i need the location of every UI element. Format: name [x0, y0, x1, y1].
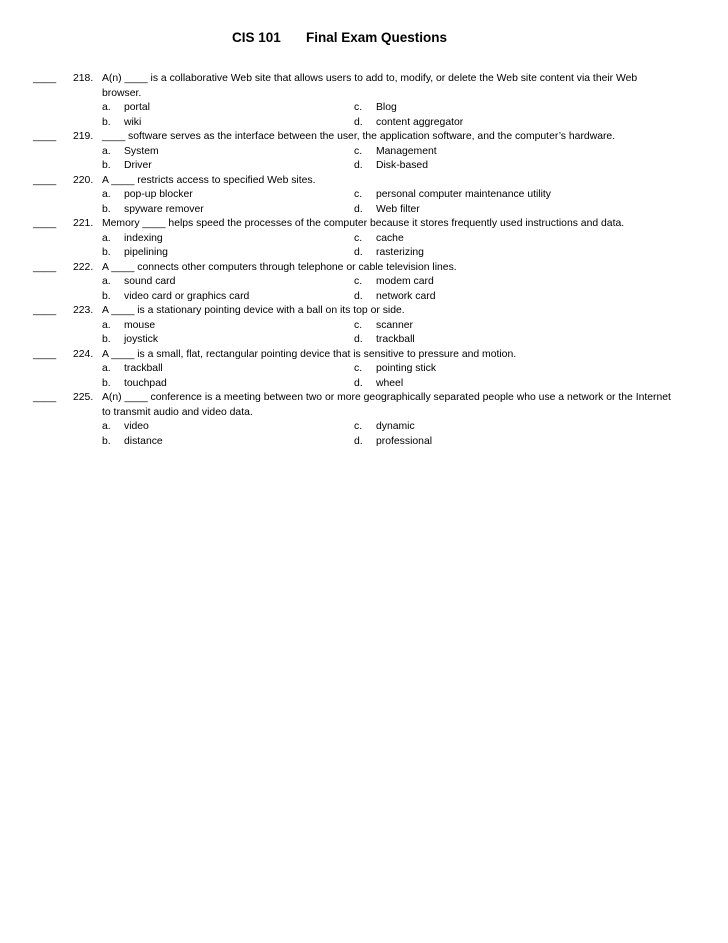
answer-options — [0, 188, 728, 217]
answer-option — [354, 377, 403, 392]
option-text: personal computer maintenance utility — [376, 189, 552, 200]
question-number: 224. — [73, 348, 94, 360]
option-text: cache — [376, 232, 404, 244]
option-letter: d. — [354, 116, 363, 128]
question-text: Memory ____ helps speed the processes of the computer because it stores frequently used instructions and data. — [102, 218, 625, 229]
option-letter: c. — [354, 276, 363, 287]
answer-option — [354, 203, 420, 218]
option-text: professional — [376, 435, 433, 447]
option-text: rasterizing — [376, 247, 424, 258]
answer-option — [102, 333, 158, 348]
question-item — [0, 261, 728, 305]
question-item — [0, 304, 728, 348]
option-text: sound card — [124, 276, 176, 287]
option-text: wiki — [124, 116, 142, 128]
option-letter: a. — [102, 145, 111, 157]
option-text: wheel — [376, 377, 404, 389]
answer-blank: ____ — [33, 218, 57, 229]
question-text: A ____ connects other computers through telephone or cable television lines. — [102, 261, 457, 273]
option-text: mouse — [124, 319, 156, 331]
question-item — [0, 217, 728, 261]
answer-option — [354, 232, 404, 247]
answer-option — [102, 232, 163, 247]
option-text: pointing stick — [376, 363, 437, 374]
option-letter: d. — [354, 290, 363, 302]
question-number: 218. — [73, 73, 94, 84]
option-text: Disk-based — [376, 160, 428, 171]
option-text: pipelining — [124, 247, 168, 258]
question-item — [0, 174, 728, 218]
answer-option — [354, 116, 463, 131]
option-letter: a. — [102, 319, 111, 331]
option-letter: c. — [354, 421, 363, 432]
question-number: 225. — [73, 392, 94, 403]
answer-options — [0, 232, 728, 261]
question-number: 221. — [73, 218, 94, 229]
option-letter: a. — [102, 102, 111, 113]
answer-option — [102, 362, 163, 377]
option-text: pop-up blocker — [124, 189, 193, 200]
answer-blank: ____ — [33, 73, 57, 84]
option-letter: c. — [354, 102, 363, 113]
option-letter: a. — [102, 189, 111, 200]
option-letter: b. — [102, 203, 111, 215]
question-item — [0, 72, 728, 130]
option-letter: b. — [102, 290, 111, 302]
answer-option — [102, 290, 249, 305]
option-letter: c. — [354, 189, 363, 200]
answer-blank: ____ — [33, 348, 57, 360]
option-letter: d. — [354, 377, 363, 389]
option-letter: b. — [102, 377, 111, 389]
answer-option — [102, 203, 204, 218]
answer-blank: ____ — [33, 131, 57, 142]
option-letter: b. — [102, 247, 111, 258]
option-letter: a. — [102, 232, 111, 244]
option-text: video card or graphics card — [124, 290, 250, 302]
option-text: dynamic — [376, 421, 415, 432]
answer-blank: ____ — [33, 392, 57, 403]
option-letter: b. — [102, 116, 111, 128]
option-text: Blog — [376, 102, 397, 113]
question-item — [0, 348, 728, 392]
option-letter: d. — [354, 160, 363, 171]
question-text: A ____ is a small, flat, rectangular pointing device that is sensitive to pressure and motion. — [102, 348, 517, 360]
question-number: 222. — [73, 261, 94, 273]
answer-option — [354, 420, 415, 435]
option-text: scanner — [376, 319, 413, 331]
answer-blank: ____ — [33, 261, 57, 273]
option-letter: d. — [354, 203, 363, 215]
answer-option — [354, 188, 551, 203]
answer-option — [354, 333, 415, 348]
option-letter: b. — [102, 160, 111, 171]
answer-option — [102, 275, 175, 290]
answer-options — [0, 420, 728, 449]
option-text: modem card — [376, 276, 434, 287]
option-letter: a. — [102, 421, 111, 432]
option-text: Driver — [124, 160, 152, 171]
question-item — [0, 391, 728, 449]
question-number: 219. — [73, 131, 94, 142]
question-text: A ____ restricts access to specified Web sites. — [102, 174, 316, 186]
answer-blank: ____ — [33, 174, 57, 186]
option-letter: c. — [354, 363, 363, 374]
option-letter: b. — [102, 334, 111, 345]
option-text: indexing — [124, 232, 163, 244]
question-text: A ____ is a stationary pointing device with a ball on its top or side. — [102, 305, 405, 316]
option-letter: d. — [354, 435, 363, 447]
answer-option — [354, 275, 434, 290]
question-number: 223. — [73, 305, 94, 316]
option-letter: c. — [354, 319, 363, 331]
option-letter: b. — [102, 435, 111, 447]
answer-option — [102, 188, 193, 203]
answer-option — [102, 246, 168, 261]
option-text: Web filter — [376, 203, 420, 215]
answer-option — [354, 159, 428, 174]
answer-option — [102, 116, 141, 131]
answer-option — [354, 435, 432, 450]
answer-option — [354, 246, 424, 261]
option-letter: d. — [354, 247, 363, 258]
answer-option — [102, 435, 163, 450]
document-heading: Final Exam Questions — [306, 30, 448, 45]
option-text: touchpad — [124, 377, 167, 389]
option-text: Management — [376, 145, 437, 157]
option-text: distance — [124, 435, 163, 447]
option-text: content aggregator — [376, 116, 464, 128]
answer-options — [0, 319, 728, 348]
option-letter: c. — [354, 145, 363, 157]
answer-option — [354, 362, 436, 377]
answer-option — [102, 420, 149, 435]
option-text: portal — [124, 102, 150, 113]
question-text: ____ software serves as the interface between the user, the application software, and the computer’s hardware. — [102, 131, 616, 142]
answer-option — [102, 377, 167, 392]
option-text: joystick — [124, 334, 159, 345]
option-text: network card — [376, 290, 436, 302]
question-item — [0, 130, 728, 174]
question-number: 220. — [73, 174, 94, 186]
answer-blank: ____ — [33, 305, 57, 316]
answer-option — [354, 290, 435, 305]
answer-options — [0, 101, 728, 130]
answer-options — [0, 145, 728, 174]
option-text: trackball — [376, 334, 415, 345]
option-letter: a. — [102, 276, 111, 287]
answer-option — [354, 101, 397, 116]
option-letter: d. — [354, 334, 363, 345]
option-letter: c. — [354, 232, 363, 244]
answer-options — [0, 275, 728, 304]
option-text: video — [124, 421, 149, 432]
answer-option — [102, 101, 150, 116]
answer-option — [102, 145, 159, 160]
question-text: A(n) ____ conference is a meeting between two or more geographically separated people who use a network or the Internet to transmit audio and video data. — [102, 392, 671, 418]
option-text: System — [124, 145, 159, 157]
option-text: spyware remover — [124, 203, 204, 215]
answer-option — [354, 319, 413, 334]
option-text: trackball — [124, 363, 163, 374]
question-list — [0, 72, 728, 449]
answer-options — [0, 362, 728, 391]
option-letter: a. — [102, 363, 111, 374]
question-text: A(n) ____ is a collaborative Web site that allows users to add to, modify, or delete the Web site content via their Web browser. — [102, 73, 638, 99]
answer-option — [102, 319, 155, 334]
answer-option — [102, 159, 152, 174]
course-code: CIS 101 — [232, 30, 281, 45]
answer-option — [354, 145, 437, 160]
